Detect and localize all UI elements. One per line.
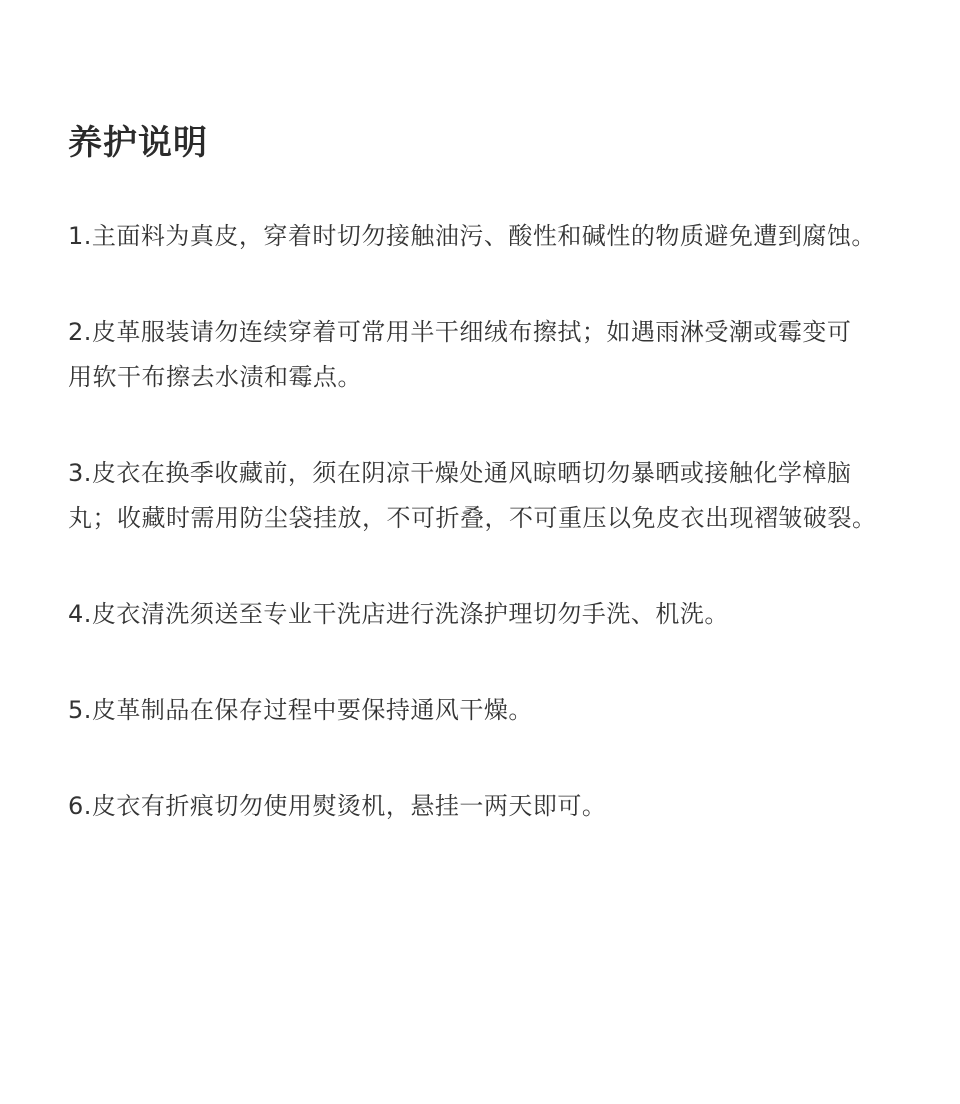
care-item-3 <box>68 451 918 541</box>
care-item-1 <box>68 214 918 259</box>
care-item-4-line-1: 4.皮衣清洗须送至专业干洗店进行洗涤护理切勿手洗、机洗。 <box>68 600 729 628</box>
care-item-2 <box>68 310 918 400</box>
care-instructions-list <box>68 214 928 829</box>
care-item-6-line-1: 6.皮衣有折痕切勿使用熨烫机，悬挂一两天即可。 <box>68 792 607 820</box>
care-item-2-line-1: 2.皮革服装请勿连续穿着可常用半干细绒布擦拭；如遇雨淋受潮或霉变可 <box>68 318 852 346</box>
page-title: 养护说明 <box>68 123 208 163</box>
care-item-6 <box>68 784 918 829</box>
care-item-3-line-1: 3.皮衣在换季收藏前，须在阴凉干燥处通风晾晒切勿暴晒或接触化学樟脑 <box>68 459 852 487</box>
care-item-1-line-1: 1.主面料为真皮，穿着时切勿接触油污、酸性和碱性的物质避免遭到腐蚀。 <box>68 222 876 250</box>
care-item-5 <box>68 688 918 733</box>
care-item-4 <box>68 592 918 637</box>
care-item-5-line-1: 5.皮革制品在保存过程中要保持通风干燥。 <box>68 696 533 724</box>
care-item-2-line-2: 用软干布擦去水渍和霉点。 <box>68 363 362 391</box>
care-instructions-section <box>68 120 928 880</box>
care-item-3-line-2: 丸；收藏时需用防尘袋挂放，不可折叠，不可重压以免皮衣出现褶皱破裂。 <box>68 504 877 532</box>
